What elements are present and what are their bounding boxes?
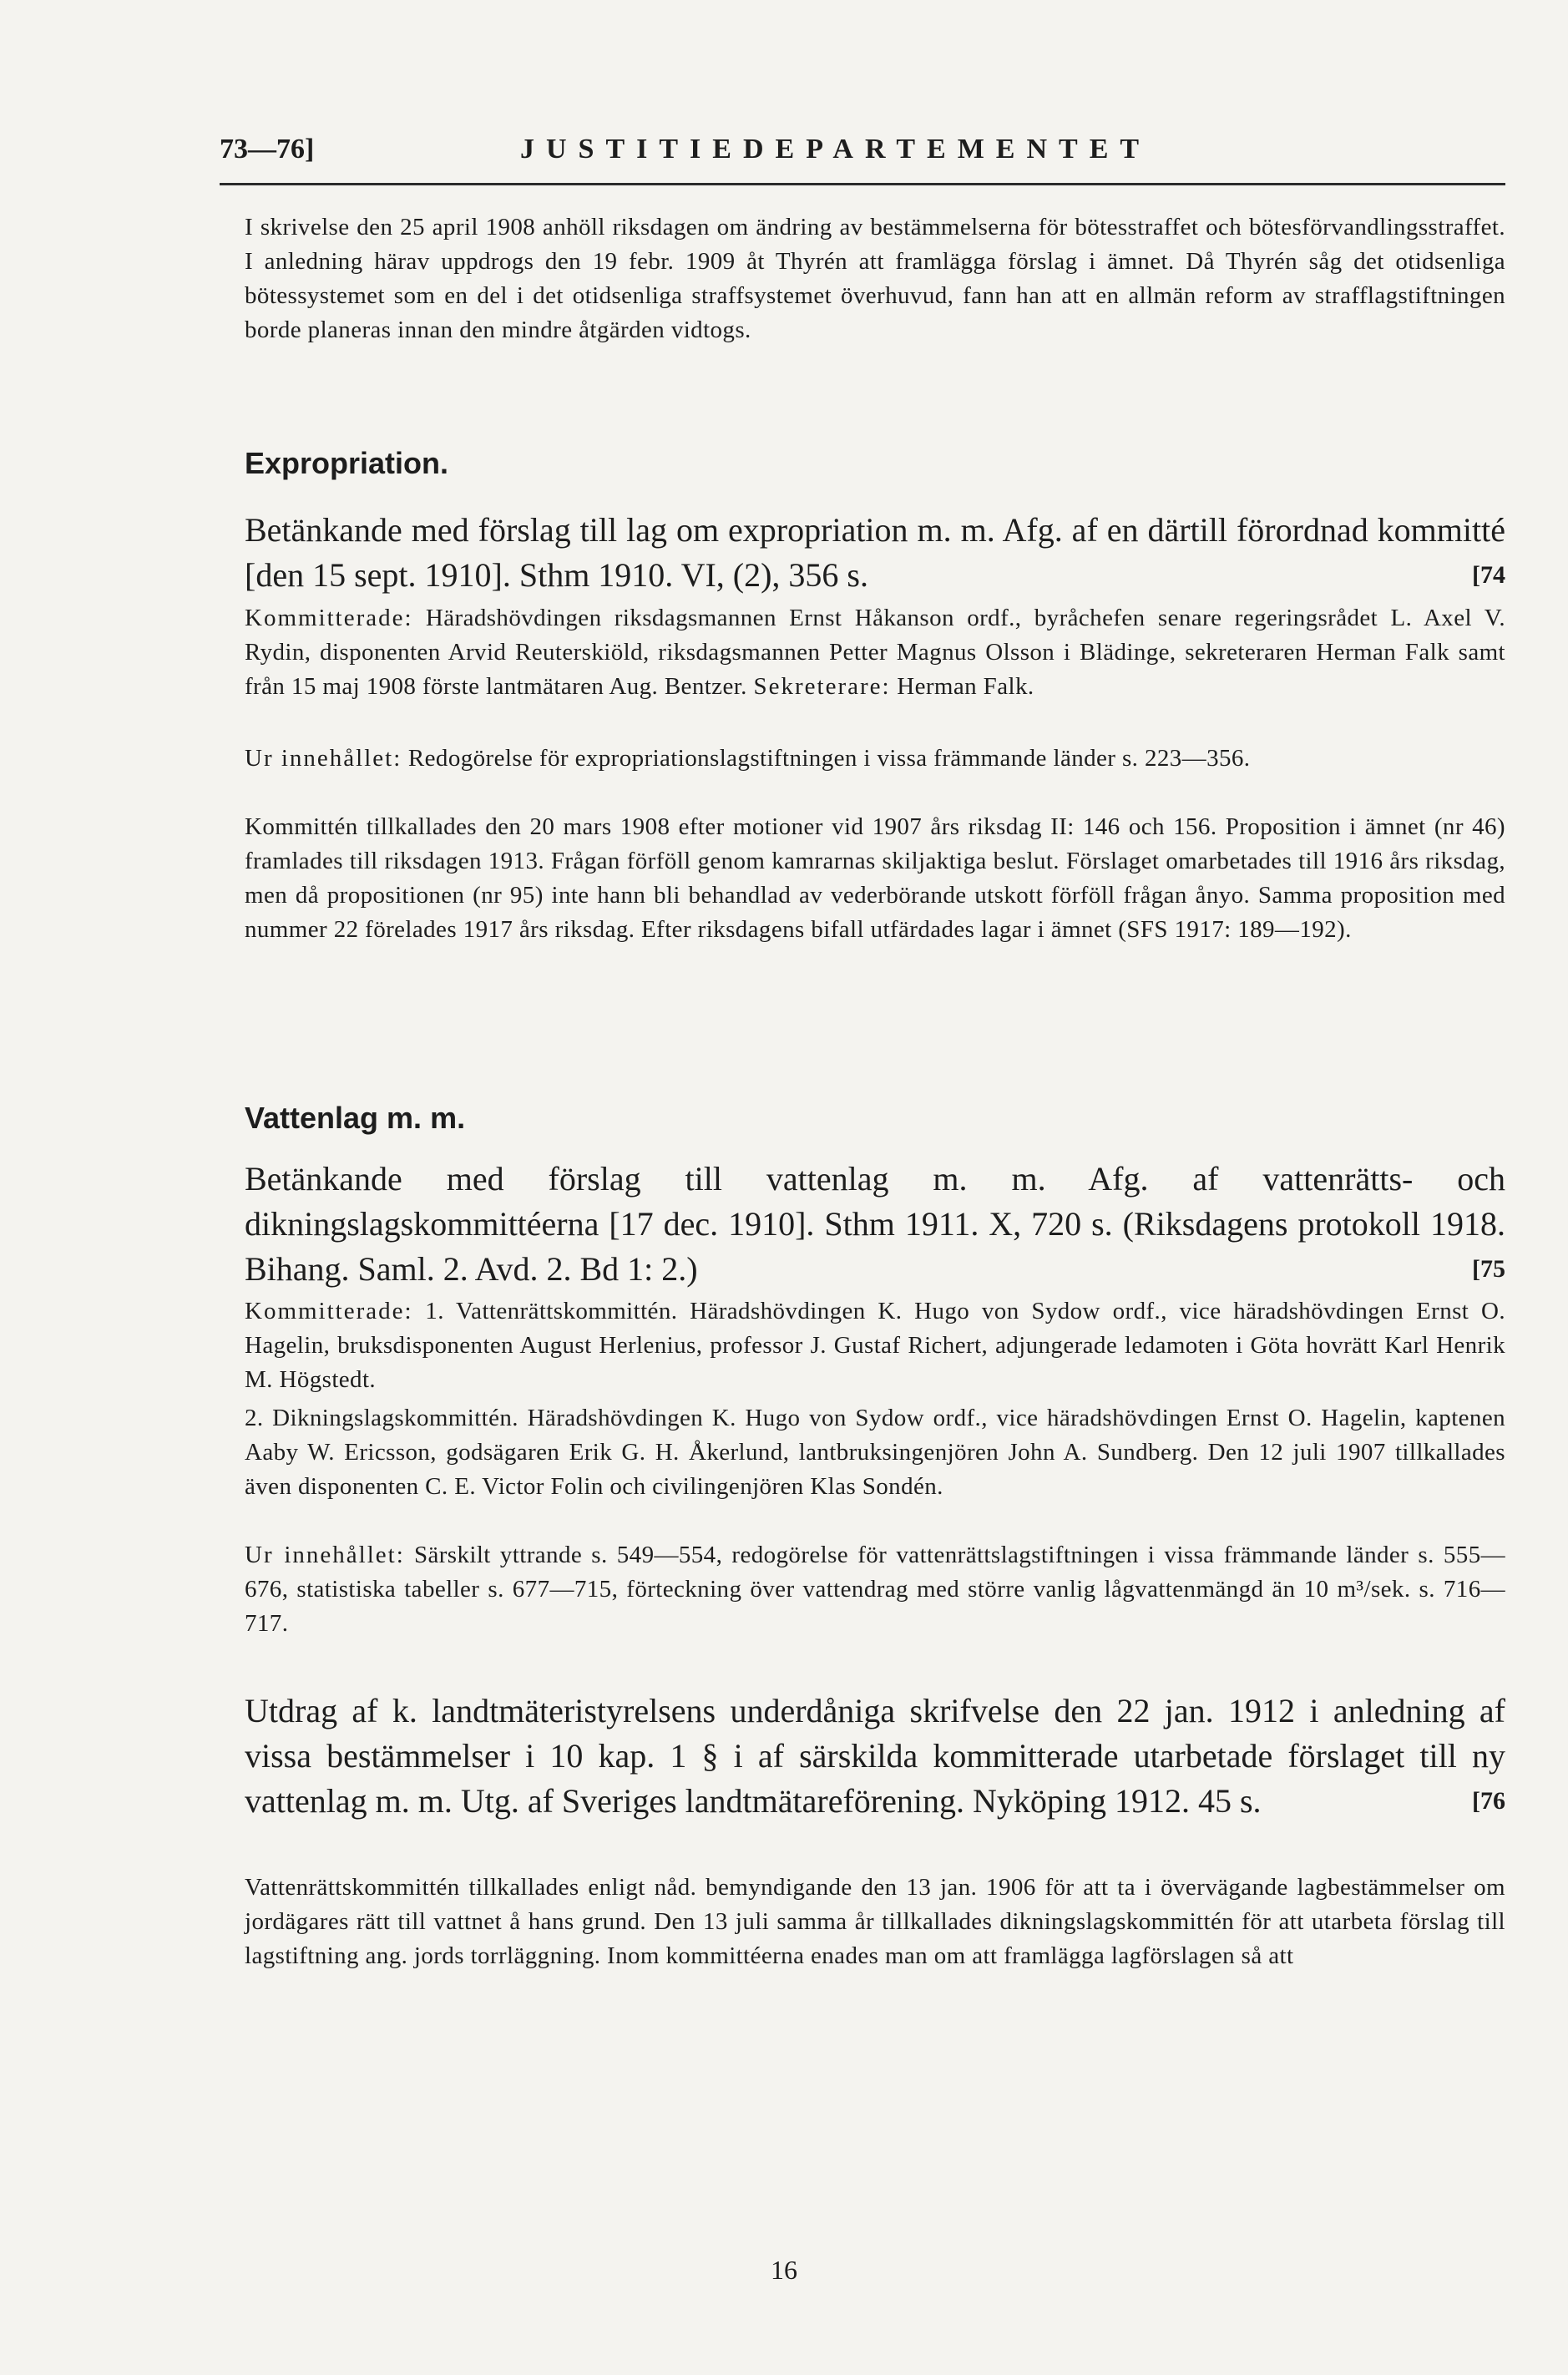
contents-label: Ur innehållet: — [245, 745, 402, 772]
section-heading-vattenlag: Vattenlag m. m. — [245, 1101, 466, 1135]
expropriation-committee — [245, 601, 1505, 704]
contents-text: Särskilt yttrande s. 549—554, redogörelse för vattenrättslagstiftningen i vissa främmande länder s. 555—676, statistiska tabeller s. 677—715, förteckning över vattendrag med större vanlig lågvattenmängd än 10 m³/sek. s. 716—717. — [245, 1542, 1505, 1637]
expropriation-title-text: Betänkande med förslag till lag om expropriation m. m. Afg. af en därtill förordnad kommitté [den 15 sept. 1910]. Sthm 1910. VI, (2), 356 s. — [245, 511, 1505, 594]
committee-members: 1. Vattenrättskommittén. Häradshövdingen K. Hugo von Sydow ordf., vice häradshövdingen Ernst O. Hagelin, bruksdisponenten August Herlenius, professor J. Gustaf Richert, adjungerade ledamoten i Göta hovrätt Karl Henrik M. Högstedt. — [245, 1298, 1505, 1393]
vattenlag-title — [245, 1157, 1505, 1292]
expropriation-contents — [245, 742, 1505, 776]
page-range: 73—76] — [220, 134, 315, 165]
vattenlag-title-text: Betänkande med förslag till vattenlag m. m. Afg. af vattenrätts- och dikningslagskommittéerna [17 dec. 1910]. Sthm 1911. X, 720 s. (Riksdagens protokoll 1918. Bihang. Saml. 2. Avd. 2. Bd 1: 2.) — [245, 1160, 1505, 1288]
contents-label: Ur innehållet: — [245, 1542, 405, 1568]
entry-number: [75 — [1472, 1255, 1505, 1283]
expropriation-title — [245, 508, 1505, 598]
contents-text: Redogörelse för expropriationslagstiftningen i vissa främmande länder s. 223—356. — [407, 745, 1251, 772]
entry-number: [76 — [1472, 1787, 1505, 1815]
utdrag-title-text: Utdrag af k. landtmäteristyrelsens underdåniga skrifvelse den 22 jan. 1912 i anledning af vissa bestämmelser i 10 kap. 1 § i af särskilda kommitterade utarbetade förslaget till ny vattenlag m. m. Utg. af Sveriges landtmätareförening. Nyköping 1912. 45 s. — [245, 1692, 1505, 1820]
intro-paragraph: I skrivelse den 25 april 1908 anhöll riksdagen om ändring av bestämmelserna för bötesstraffet och bötesförvandlingsstraffet. I anledning härav uppdrogs den 19 febr. 1909 åt Thyrén att framlägga förslag i ämnet. Då Thyrén såg det otidsenliga bötessystemet som en del i det otidsenliga straffsystemet överhuvud, fann han att en allmän reform av strafflagstiftningen borde planeras innan den mindre åtgärden vidtogs. — [245, 214, 1505, 343]
secretary-label: Sekreterare: — [753, 673, 891, 700]
committee-label: Kommitterade: — [245, 605, 413, 631]
committee-members: Häradshövdingen riksdagsmannen Ernst Håkanson ordf., byråchefen senare regeringsrådet L. Axel V. Rydin, disponenten Arvid Reuterskiöld, riksdagsmannen Petter Magnus Olsson i Blädinge, sekreteraren Herman Falk samt från 15 maj 1908 förste lantmätaren Aug. Bentzer. — [245, 605, 1505, 700]
vattenlag-committee-1 — [245, 1294, 1505, 1397]
expropriation-history: Kommittén tillkallades den 20 mars 1908 efter motioner vid 1907 års riksdag II: 146 och 156. Proposition i ämnet (nr 46) framlades till riksdagen 1913. Frågan förföll genom kamrarnas skiljaktiga beslut. Förslaget omarbetades till 1916 års riksdag, men då propositionen (nr 95) inte hann bli behandlad av vederbörande utskott förföll frågan ånyo. Samma proposition med nummer 22 förelades 1917 års riksdag. Efter riksdagens bifall utfärdades lagar i ämnet (SFS 1917: 189—192). — [245, 813, 1505, 943]
header-rule — [220, 183, 1505, 185]
committee-label: Kommitterade: — [245, 1298, 413, 1324]
running-header — [220, 134, 1505, 165]
entry-number: [74 — [1472, 561, 1505, 589]
vattenlag-contents — [245, 1538, 1505, 1641]
department-title: JUSTITIEDEPARTEMENTET — [520, 134, 1151, 165]
page-number: 16 — [771, 2255, 797, 2285]
secretary-name: Herman Falk. — [897, 673, 1034, 700]
vattenlag-committee-2: 2. Dikningslagskommittén. Häradshövdingen K. Hugo von Sydow ordf., vice häradshövdingen Ernst O. Hagelin, kaptenen Aaby W. Ericsson, godsägaren Erik G. H. Åkerlund, lantbruksingenjören John A. Sundberg. Den 12 juli 1907 tillkallades även disponenten C. E. Victor Folin och civilingenjören Klas Sondén. — [245, 1405, 1505, 1500]
utdrag-title — [245, 1689, 1505, 1824]
utdrag-text: Vattenrättskommittén tillkallades enligt nåd. bemyndigande den 13 jan. 1906 för att ta i övervägande lagbestämmelser om jordägares rätt till vattnet å hans grund. Den 13 juli samma år tillkallades dikningslagskommittén för att utarbeta förslag till lagstiftning ang. jords torrläggning. Inom kommittéerna enades man om att framlägga lagförslagen så att — [245, 1874, 1505, 1969]
section-heading-expropriation: Expropriation. — [245, 446, 449, 480]
